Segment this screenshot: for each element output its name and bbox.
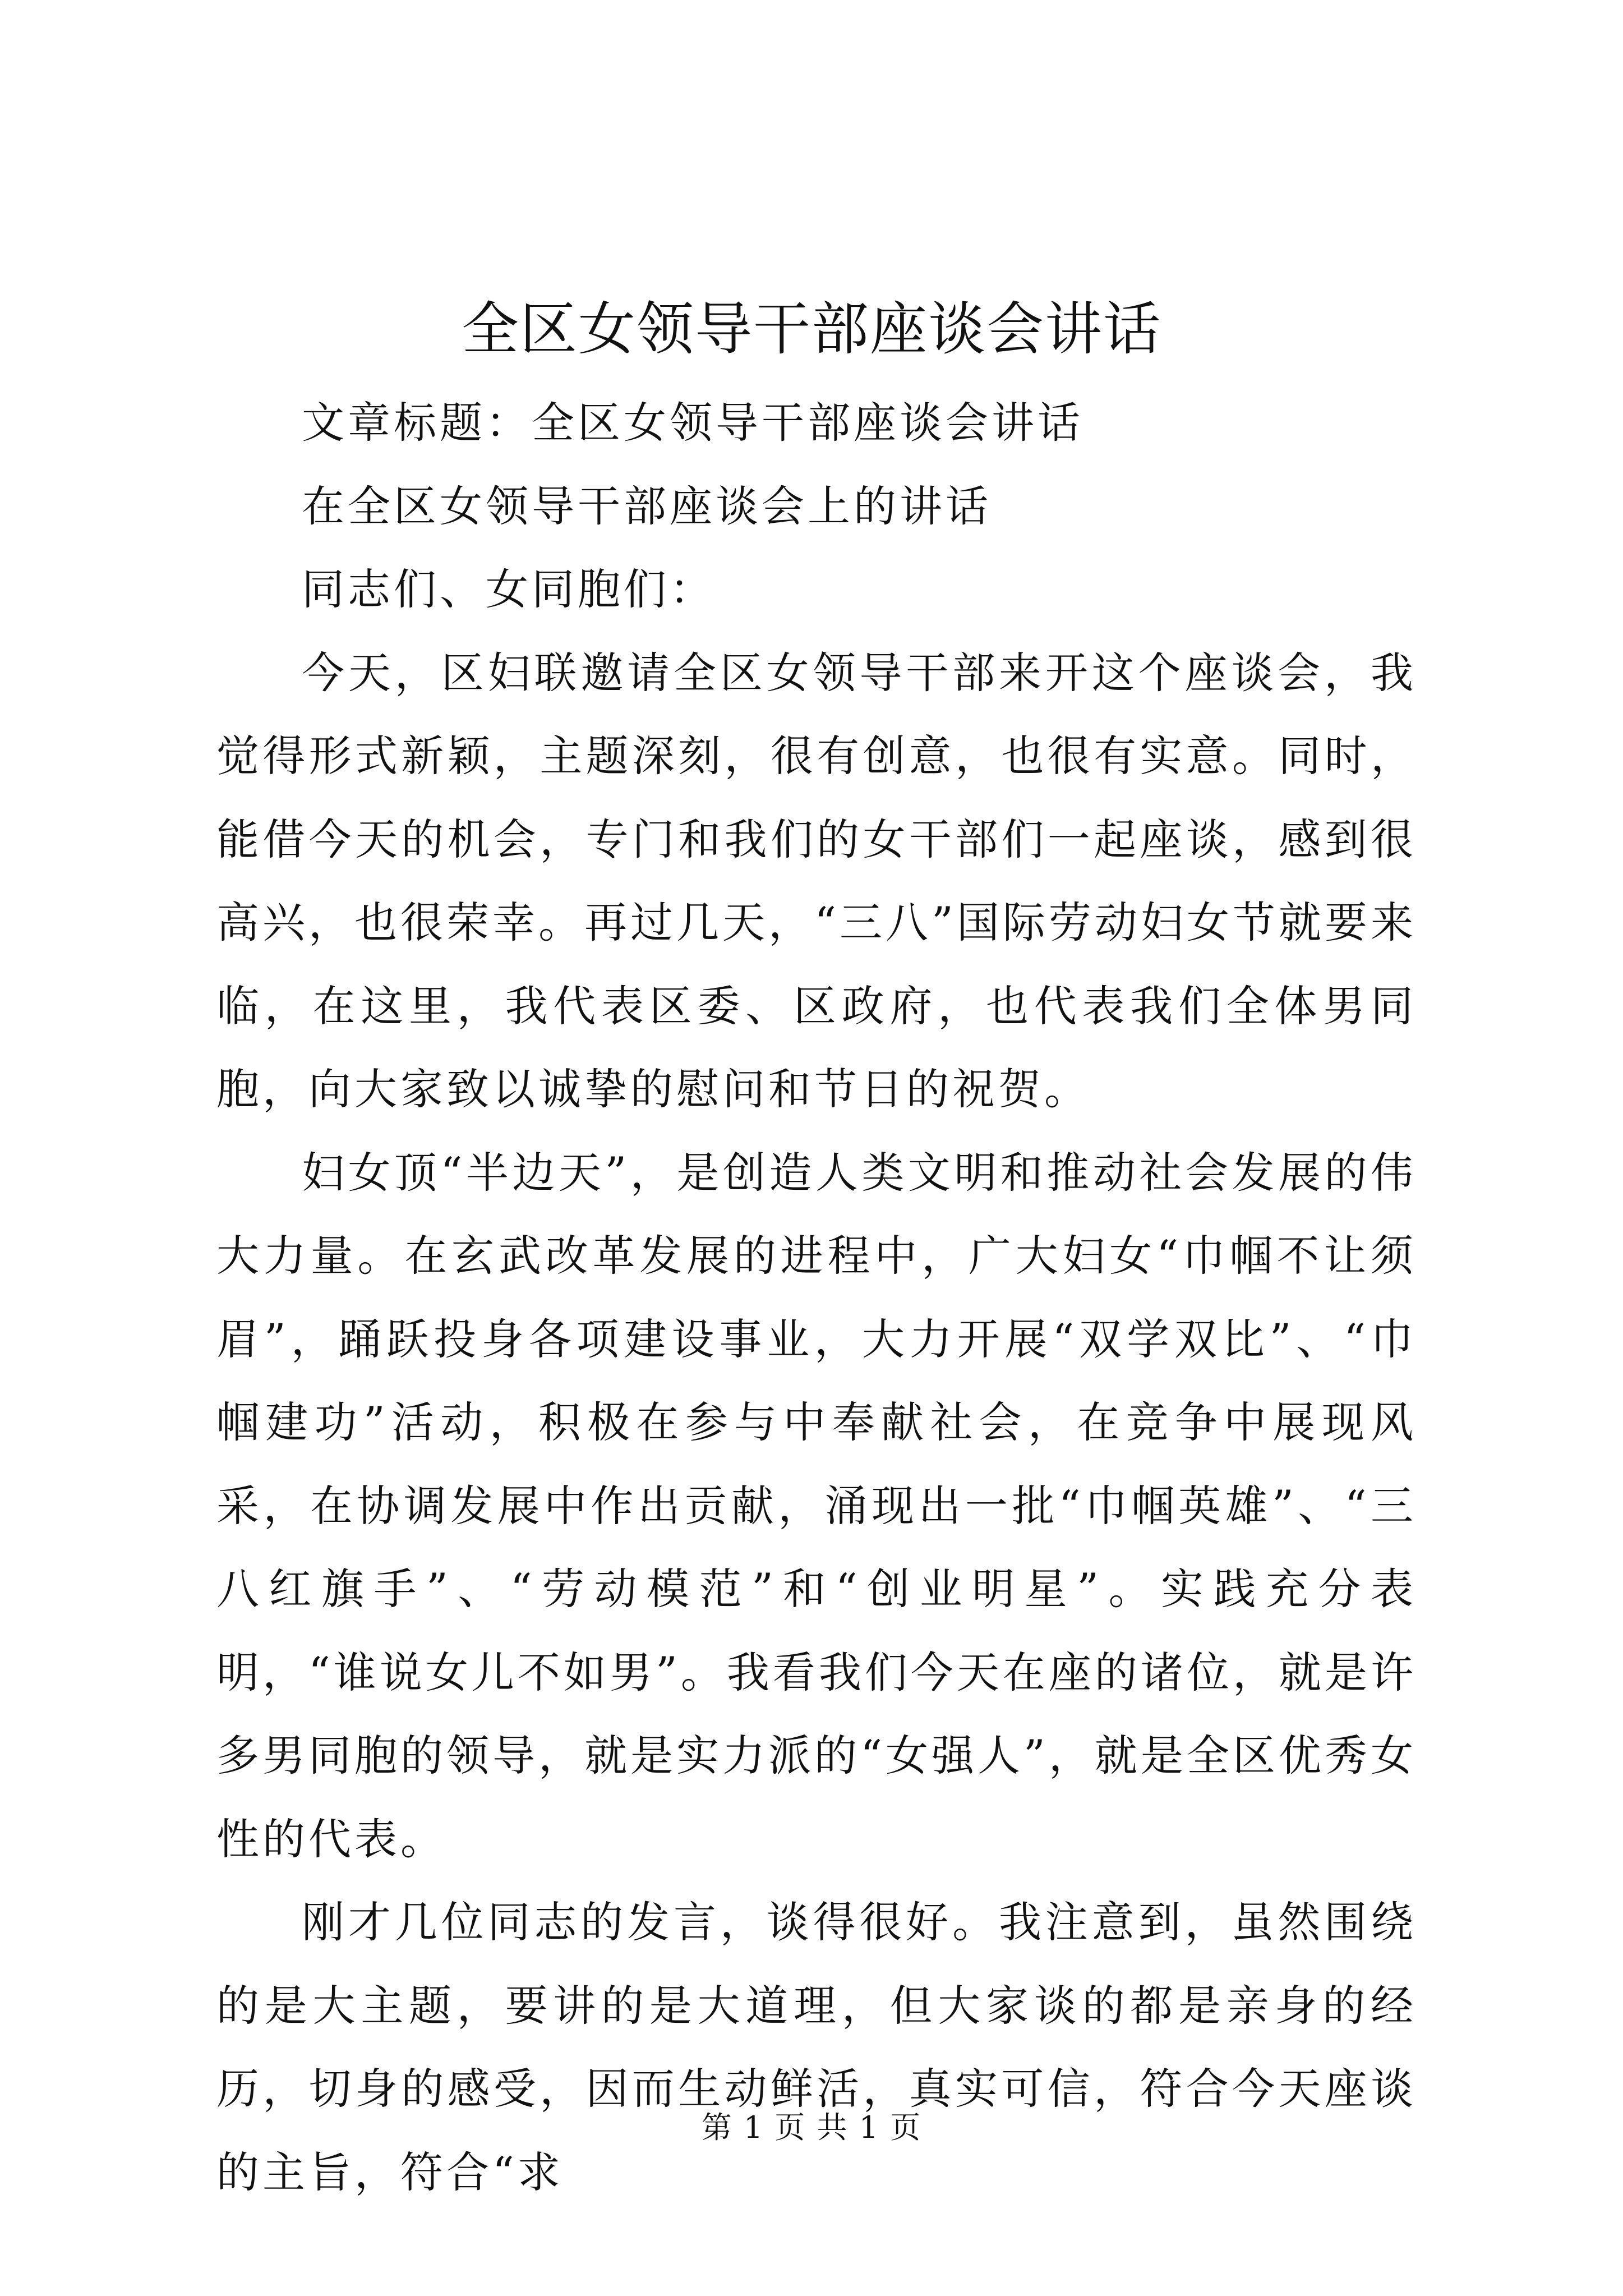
salutation-line: 同志们、女同胞们： [302,564,716,614]
article-title-line: 文章标题：全区女领导干部座谈会讲话 [302,398,1083,448]
body-paragraph: 刚才几位同志的发言，谈得很好。我注意到，虽然围绕的是大主题，要讲的是大道理，但大家谈的都是亲身的经历，切身的感受，因而生动鲜活，真实可信，符合今天座谈的主旨，符合“求 [216,1897,1417,2197]
body-paragraph: 妇女顶“半边天”，是创造人类文明和推动社会发展的伟大力量。在玄武改革发展的进程中，广大妇女“巾帼不让须眉”，踊跃投身各项建设事业，大力开展“双学双比”、“巾帼建功”活动，积极在参与中奉献社会，在竞争中展现风采，在协调发展中作出贡献，涌现出一批“巾帼英雄”、“三八红旗手”、“劳动模范”和“创业明星”。实践充分表明，“谁说女儿不如男”。我看我们今天在座的诸位，就是许多男同胞的领导，就是实力派的“女强人”，就是全区优秀女性的代表。 [216,1147,1417,1864]
document-body [216,381,1417,2214]
document-title: 全区女领导干部座谈会讲话 [462,296,1161,363]
speech-heading-line: 在全区女领导干部座谈会上的讲话 [302,481,992,531]
page-footer: 第 1 页 共 1 页 [701,2110,922,2145]
body-paragraph: 今天，区妇联邀请全区女领导干部来开这个座谈会，我觉得形式新颖，主题深刻，很有创意，也很有实意。同时，能借今天的机会，专门和我们的女干部们一起座谈，感到很高兴，也很荣幸。再过几天，“三八”国际劳动妇女节就要来临，在这里，我代表区委、区政府，也代表我们全体男同胞，向大家致以诚挚的慰问和节日的祝贺。 [216,647,1417,1114]
